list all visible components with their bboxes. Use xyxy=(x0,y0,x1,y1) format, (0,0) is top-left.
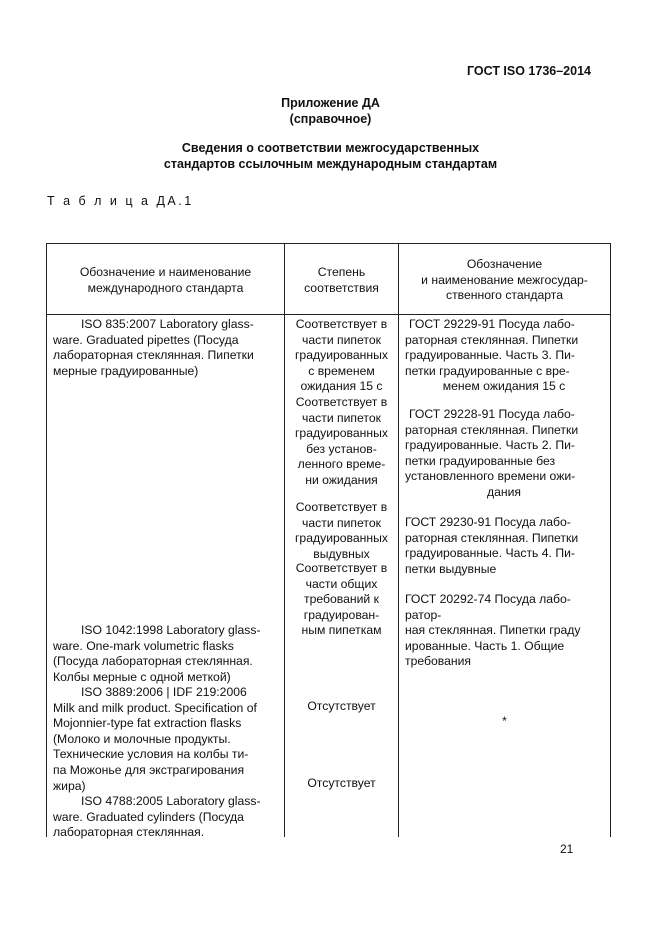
annex-note: (справочное) xyxy=(289,112,372,126)
column-header-degree: Степень соответствия xyxy=(304,265,379,295)
interstate-entry: ГОСТ 29229-91 Посуда лабо- раторная стеклянная. Пипетки градуированные. Часть 3. Пи- петки градуированные с вре- менем ожидания 15 с xyxy=(405,317,579,394)
asterisk-note-mark: * xyxy=(502,714,507,728)
degree-entry: Отсутствует xyxy=(307,776,376,790)
degree-entry: Отсутствует xyxy=(307,699,376,713)
international-entry: ISO 1042:1998 Laboratory glass- ware. One-mark volumetric flasks (Посуда лабораторная стеклянная. Колбы мерные с одной меткой) xyxy=(53,623,261,684)
degree-entry: Соответствует в части общих требований к градуирован- ным пипеткам xyxy=(295,561,388,638)
table-left-border xyxy=(46,243,47,837)
interstate-entry: ГОСТ 29228-91 Посуда лабо- раторная стеклянная. Пипетки градуированные. Часть 2. Пи- петки градуированные без установленного времени ожи- дания xyxy=(405,407,579,499)
interstate-entry: ГОСТ 20292-74 Посуда лабо- ратор- ная стеклянная. Пипетки граду ированные. Часть 1. Общие требования xyxy=(405,592,581,669)
header-bottom-border xyxy=(46,314,611,315)
correspondence-table xyxy=(46,243,611,840)
column-header-international: Обозначение и наименование международного стандарта xyxy=(79,265,252,295)
column-header-interstate: Обозначение и наименование межгосудар- ственного стандарта xyxy=(421,257,588,303)
degree-entry: Соответствует в части пипеток градуированных без установ- ленного време- ни ожидания xyxy=(294,395,388,487)
annex-title: Приложение ДА xyxy=(281,96,380,110)
interstate-entry: ГОСТ 29230-91 Посуда лабо- раторная стеклянная. Пипетки градуированные. Часть 4. Пи- петки выдувные xyxy=(405,515,579,576)
heading-line-2: стандартов ссылочным международным стандартам xyxy=(163,157,498,171)
international-entry: ISO 4788:2005 Laboratory glass- ware. Graduated cylinders (Посуда лабораторная стеклянная. xyxy=(53,794,261,840)
international-entry: ISO 835:2007 Laboratory glass- ware. Graduated pipettes (Посуда лабораторная стеклянная. Пипетки мерные градуированные) xyxy=(53,317,254,378)
degree-entry: Соответствует в части пипеток градуированных выдувных xyxy=(294,500,388,561)
table-caption: Т а б л и ц а ДА.1 xyxy=(47,194,194,208)
page-number: 21 xyxy=(560,842,574,856)
interstate-entry xyxy=(399,714,610,730)
international-entry: ISO 3889:2006 | IDF 219:2006 Milk and milk product. Specification of Mojonnier-type fat extraction flasks (Молоко и молочные продукты. Технические условия на колбы ти- па Можонье для экстрагирования жира) xyxy=(53,685,257,793)
column-divider-2 xyxy=(398,243,399,837)
heading-line-1: Сведения о соответствии межгосударственных xyxy=(181,141,480,155)
table-right-border xyxy=(610,243,611,837)
document-code: ГОСТ ISO 1736–2014 xyxy=(466,64,591,78)
degree-entry: Соответствует в части пипеток градуированных с временем ожидания 15 с xyxy=(294,317,388,394)
table-top-border xyxy=(46,243,611,244)
